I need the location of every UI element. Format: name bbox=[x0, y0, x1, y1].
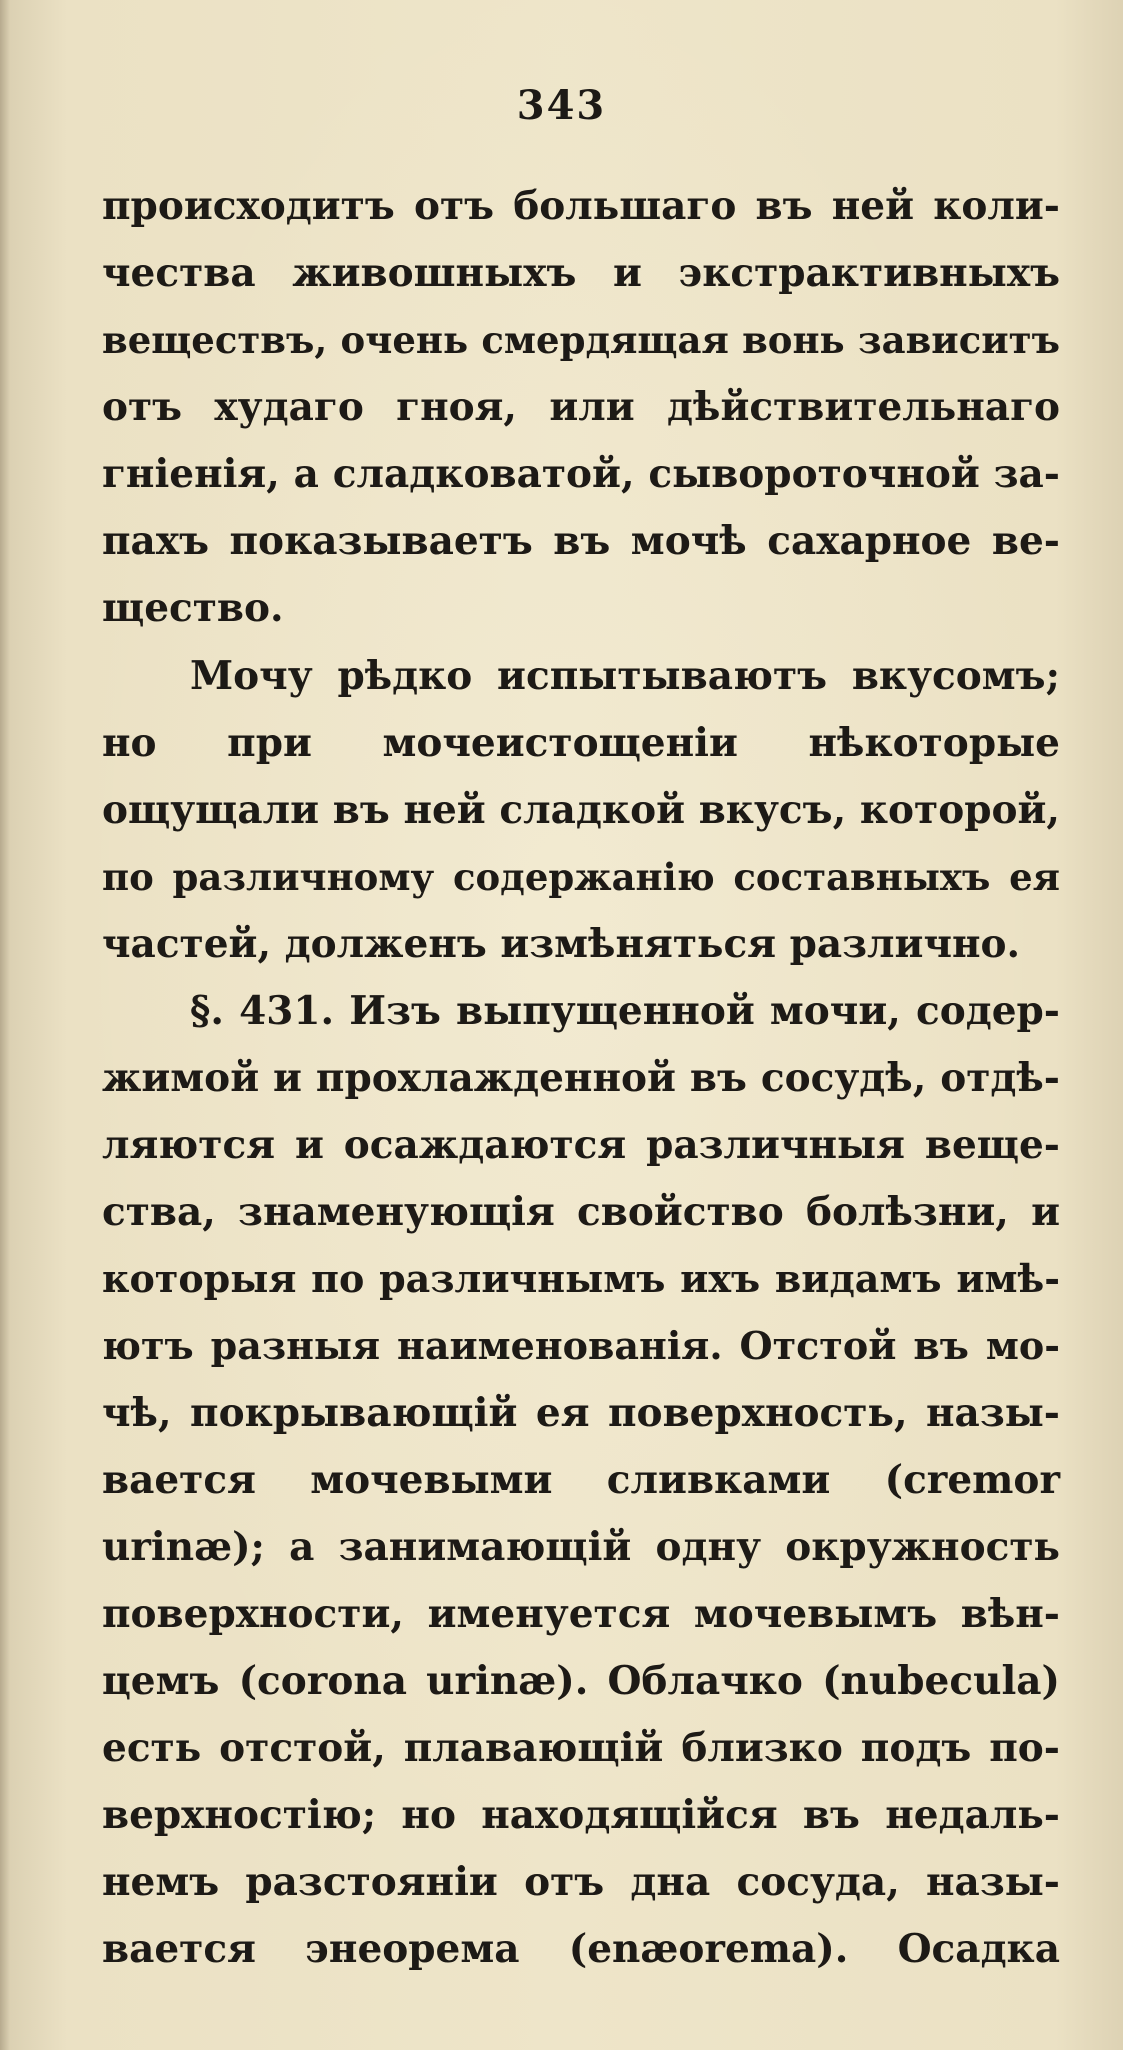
text-line: веществъ, очень смердящая вонь зависитъ bbox=[102, 318, 1060, 362]
text-line: urinæ); а занимающій одну окружность bbox=[102, 1524, 1060, 1570]
text-line: жимой и прохлажденной въ сосудѣ, отдѣ- bbox=[102, 1055, 1060, 1101]
text-line: есть отстой, плавающій близко подъ по- bbox=[102, 1725, 1060, 1771]
text-line: ства, знаменующія свойство болѣзни, и bbox=[102, 1189, 1060, 1235]
text-line: поверхности, именуется мочевымъ вѣн- bbox=[102, 1591, 1060, 1637]
text-line: вается энеорема (enæorema). Осадка bbox=[102, 1926, 1060, 1972]
text-line: пахъ показываетъ въ мочѣ сахарное ве- bbox=[102, 518, 1060, 564]
text-line: происходитъ отъ большаго въ ней коли- bbox=[102, 183, 1060, 229]
text-line: вается мочевыми сливками (cremor bbox=[102, 1457, 1060, 1503]
text-line: частей, долженъ измѣняться различно. bbox=[102, 921, 1021, 967]
text-line: немъ разстояніи отъ дна сосуда, назы- bbox=[102, 1859, 1060, 1905]
text-line: ощущали въ ней сладкой вкусъ, которой, bbox=[102, 787, 1060, 833]
spine-shadow bbox=[0, 0, 10, 2050]
text-line: отъ худаго гноя, или дѣйствительнаго bbox=[102, 384, 1060, 430]
paragraph-first-line: Мочу рѣдко испытываютъ вкусомъ; bbox=[190, 653, 1060, 699]
text-line: ляются и осаждаются различныя веще- bbox=[102, 1122, 1060, 1168]
text-line: чества живошныхъ и экстрактивныхъ bbox=[102, 250, 1060, 296]
text-line: верхностію; но находящійся въ недаль- bbox=[102, 1792, 1060, 1838]
text-line: по различному содержанію составныхъ ея bbox=[102, 855, 1060, 899]
text-line: чѣ, покрывающій ея поверхность, назы- bbox=[102, 1390, 1060, 1436]
text-line: щество. bbox=[102, 585, 284, 631]
page-number: 343 bbox=[516, 82, 607, 129]
text-line: цемъ (corona urinæ). Облачко (nubecula) bbox=[102, 1658, 1060, 1704]
text-line: которыя по различнымъ ихъ видамъ имѣ- bbox=[102, 1256, 1060, 1301]
text-line: ютъ разныя наименованія. Отстой въ мо- bbox=[102, 1323, 1060, 1368]
text-line: но при мочеистощеніи нѣкоторые bbox=[102, 720, 1060, 766]
text-line: гніенія, а сладковатой, сывороточной за- bbox=[102, 451, 1060, 497]
section-heading-line: §. 431. Изъ выпущенной мочи, содер- bbox=[190, 988, 1060, 1034]
